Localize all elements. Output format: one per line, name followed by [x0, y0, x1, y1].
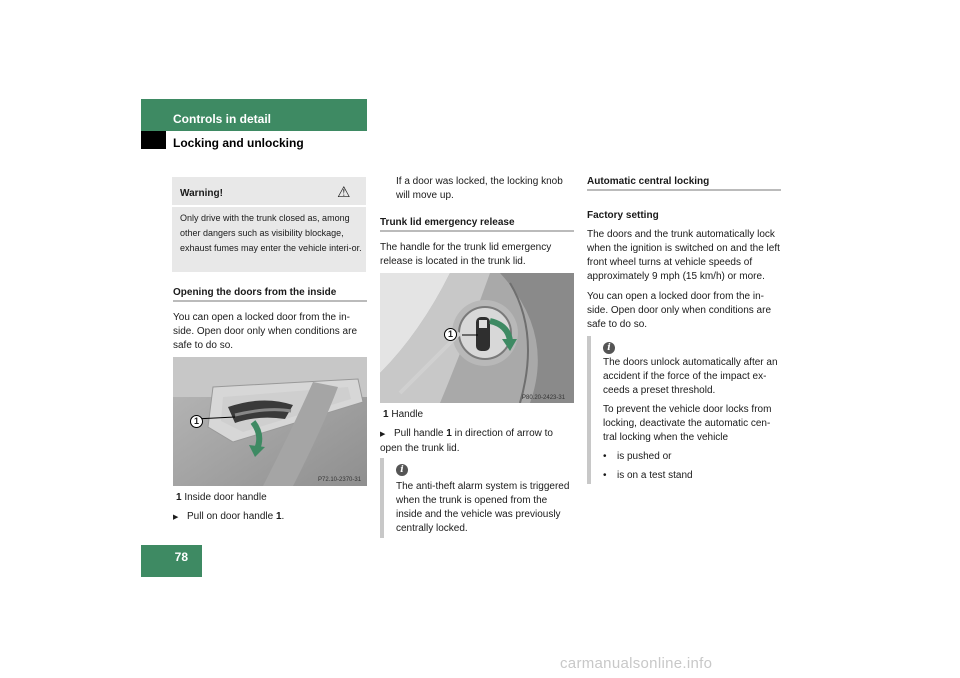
step-text: Pull handle	[394, 428, 447, 439]
locking-knob-text: If a door was locked, the locking knob will move up.	[396, 176, 563, 201]
info-bar	[587, 336, 591, 484]
info-unlock-text: The doors unlock automatically after an accident if the force of the impact ex-ceeds a preset threshold.	[603, 357, 778, 396]
info-alarm-text: The anti-theft alarm system is triggered when the trunk is opened from the inside and the vehicle was previously centrally locked.	[396, 481, 570, 534]
figure-code: P72.10-2370-31	[318, 477, 362, 483]
heading-auto-locking: Automatic central locking	[587, 176, 710, 187]
step-text: Pull on door handle	[187, 511, 276, 522]
figure-code: P80.20-2423-31	[522, 395, 566, 401]
legend-text: Handle	[391, 409, 424, 420]
heading-rule	[173, 300, 367, 302]
bullet-text: is on a test stand	[617, 470, 693, 481]
heading-trunk-release: Trunk lid emergency release	[380, 217, 515, 228]
figure-callout: 1	[190, 415, 203, 428]
subsection-title: Locking and unlocking	[173, 136, 304, 150]
legend-item	[176, 491, 267, 505]
section-title: Controls in detail	[173, 112, 272, 126]
step-instruction	[380, 427, 574, 456]
info-icon: i	[603, 342, 615, 354]
warning-icon: ⚠	[337, 184, 351, 201]
bullet-icon: •	[603, 451, 607, 462]
legend-number: 1	[176, 492, 182, 503]
trunk-release-text: The handle for the trunk lid emergency release is located in the trunk lid.	[380, 242, 552, 267]
figure-callout: 1	[444, 328, 457, 341]
step-number: 1	[446, 428, 452, 439]
heading-doors-inside: Opening the doors from the inside	[173, 287, 337, 298]
warning-divider	[172, 205, 366, 207]
step-suffix: .	[281, 511, 285, 522]
header-marker	[141, 131, 166, 149]
open-door-text: You can open a locked door from the in-side. Open door only when conditions are safe to do so.	[587, 291, 772, 330]
step-arrow-icon: ▶	[173, 514, 179, 521]
watermark: carmanualsonline.info	[560, 655, 713, 672]
legend-item	[383, 408, 423, 422]
info-icon: i	[396, 464, 408, 476]
factory-setting-heading: Factory setting	[587, 210, 659, 221]
step-number: 1	[275, 511, 282, 522]
warning-text: Only drive with the trunk closed as, among other dangers such as visibility blockage, exhaust fumes may enter the vehicle interi-or.	[180, 213, 362, 253]
step-instruction	[173, 510, 367, 525]
legend-number: 1	[383, 409, 389, 420]
bullet-item	[603, 469, 783, 483]
heading-rule	[380, 230, 574, 232]
bullet-text: is pushed or	[617, 451, 672, 462]
legend-text: Inside door handle	[184, 492, 267, 503]
page-number: 78	[174, 550, 188, 564]
step-arrow-icon: ▶	[380, 431, 386, 438]
warning-title: Warning!	[180, 188, 223, 199]
info-bar	[380, 458, 384, 538]
step-suffix: in direction of arrow to open the trunk lid.	[380, 428, 553, 454]
bullet-item	[603, 450, 783, 464]
heading-rule	[587, 189, 781, 191]
trunk-handle-photo	[380, 273, 574, 403]
bullet-icon: •	[603, 470, 607, 481]
doors-inside-text: You can open a locked door from the in-side. Open door only when conditions are safe to do so.	[173, 312, 358, 351]
info-deactivate-text: To prevent the vehicle door locks from locking, deactivate the automatic cen-tral locking when the vehicle	[603, 404, 772, 443]
auto-locking-text: The doors and the trunk automatically lock when the ignition is switched on and the left front wheel turns at vehicle speeds of approximately 9 mph (15 km/h) or more.	[587, 229, 780, 282]
